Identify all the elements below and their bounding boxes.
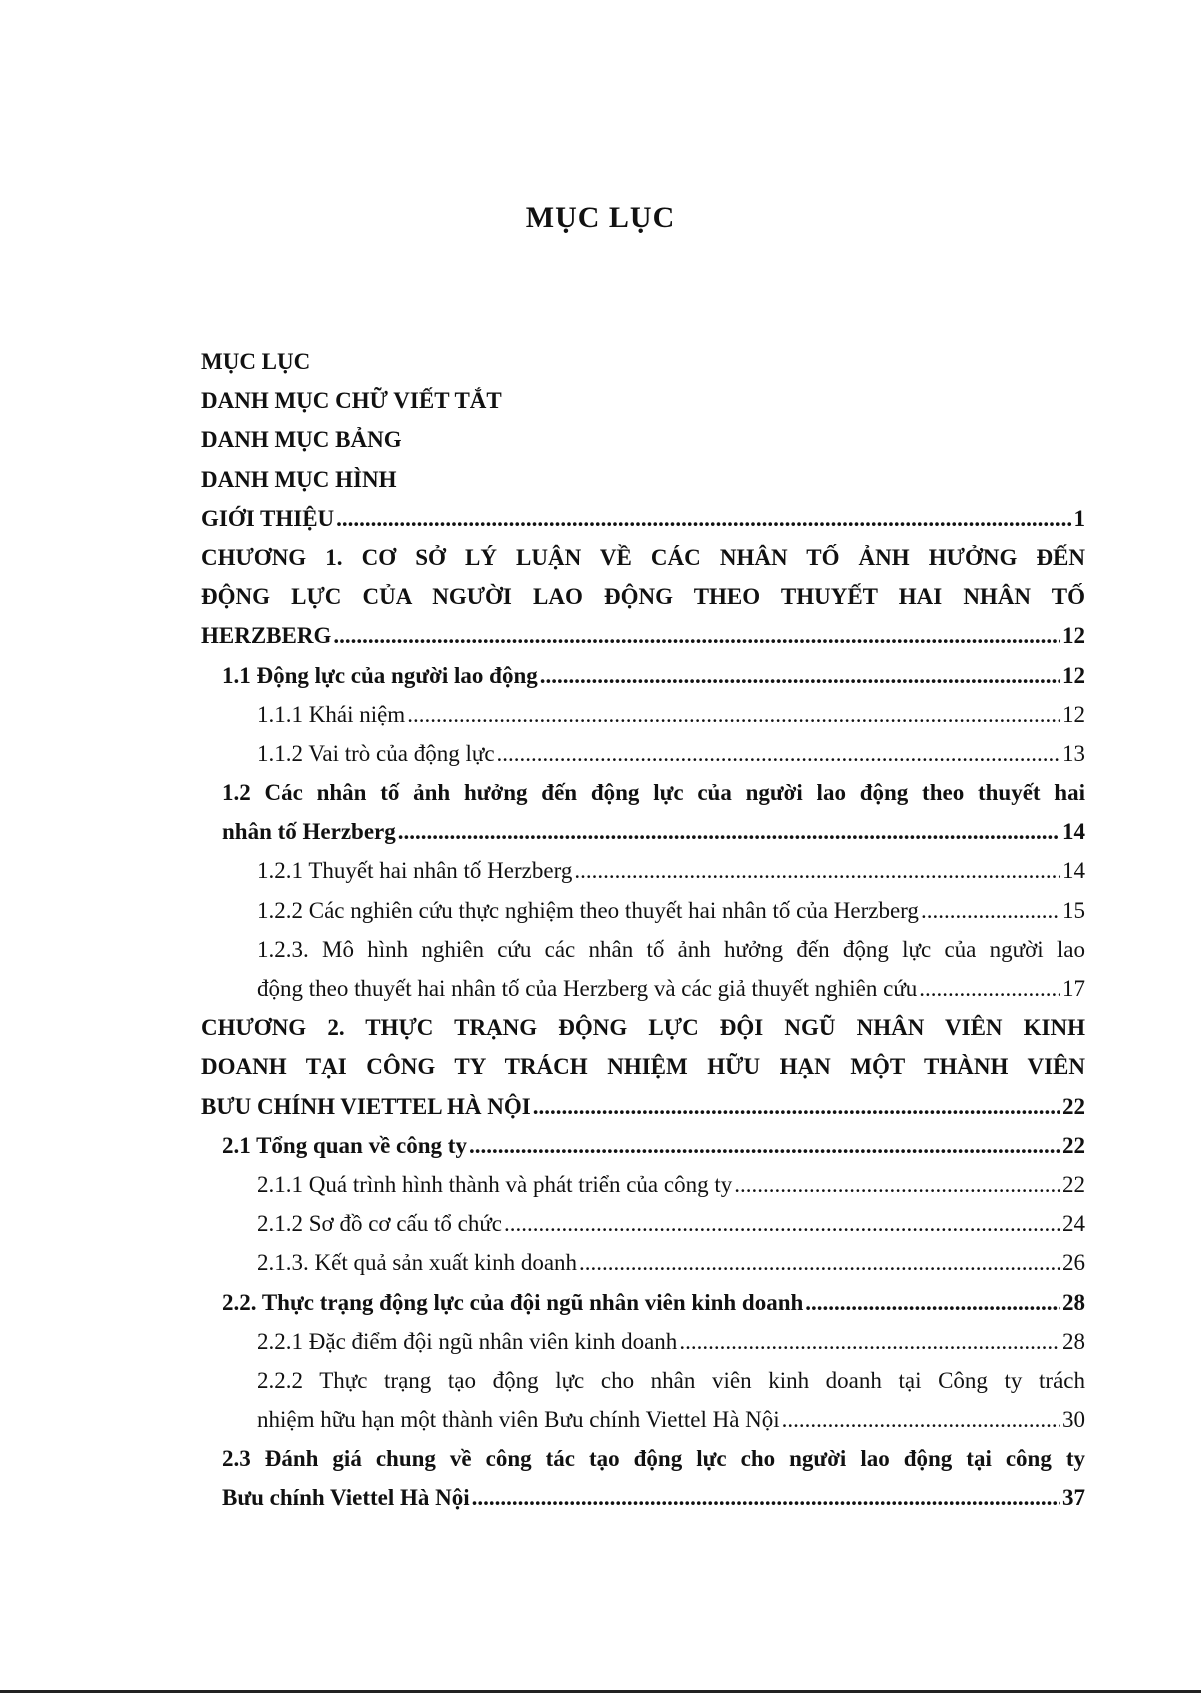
toc-entry-text: DANH MỤC HÌNH [201, 466, 397, 492]
toc-entry-2-3[interactable] [201, 1439, 1085, 1517]
toc-entry-1-1[interactable] [201, 656, 1085, 695]
toc-leader-dots [782, 1400, 1060, 1439]
toc-leader-dots [407, 695, 1060, 734]
toc-entry-text-last: HERZBERG [201, 623, 332, 649]
toc-page-number: 1 [1073, 505, 1085, 531]
toc-entry-2-1-3[interactable] [201, 1243, 1085, 1282]
toc-leader-dots [497, 734, 1060, 773]
toc-leader-dots [398, 812, 1060, 851]
page-title: MỤC LỤC [525, 201, 676, 234]
toc-page-number: 13 [1062, 740, 1085, 766]
toc-entry-text: 2.1.1 Quá trình hình thành và phát triển của công ty [257, 1171, 733, 1197]
toc-leader-dots [805, 1283, 1060, 1322]
toc-entry-chapter-2[interactable] [201, 1008, 1085, 1126]
toc-entry-1-1-2[interactable] [201, 734, 1085, 773]
toc-leader-dots [504, 1204, 1060, 1243]
toc-entry-text: 2.2. Thực trạng động lực của đội ngũ nhân viên kinh doanh [222, 1289, 804, 1315]
toc-entry-text-last: Bưu chính Viettel Hà Nội [222, 1485, 470, 1511]
toc-page-number: 14 [1062, 819, 1085, 845]
toc-entry-text-line1: 2.2.2 Thực trạng tạo động lực cho nhân viên kinh doanh tại Công ty trách [257, 1367, 1085, 1393]
toc-page-number: 22 [1062, 1132, 1085, 1158]
toc-entry-text: 1.1 Động lực của người lao động [222, 662, 538, 688]
toc-entry-text: 1.2.2 Các nghiên cứu thực nghiệm theo thuyết hai nhân tố của Herzberg [257, 897, 919, 923]
toc-entry-text: GIỚI THIỆU [201, 505, 335, 531]
toc-page-number: 12 [1062, 623, 1085, 649]
toc-page-number: 15 [1062, 897, 1085, 923]
toc-leader-dots [336, 499, 1071, 538]
toc-entry-text-line1: CHƯƠNG 2. THỰC TRẠNG ĐỘNG LỰC ĐỘI NGŨ NHÂN VIÊN KINH [201, 1015, 1085, 1041]
toc-page-number: 17 [1062, 976, 1085, 1001]
toc-entry-1-2[interactable] [201, 773, 1085, 851]
toc-leader-dots [921, 891, 1060, 930]
toc-leader-dots [469, 1126, 1060, 1165]
toc-leader-dots [579, 1243, 1060, 1282]
toc-entry-text: 2.2.1 Đặc điểm đội ngũ nhân viên kinh doanh [257, 1328, 678, 1354]
toc-entry-abbreviations[interactable] [201, 381, 1085, 420]
toc-entry-text-last: động theo thuyết hai nhân tố của Herzberg và các giả thuyết nghiên cứu [257, 976, 918, 1001]
toc-entry-text: 2.1.3. Kết quả sản xuất kinh doanh [257, 1250, 578, 1276]
toc-entry-2-1-2[interactable] [201, 1204, 1085, 1243]
table-of-contents [201, 342, 1085, 1518]
toc-entry-text-line1: 1.2 Các nhân tố ảnh hưởng đến động lực của người lao động theo thuyết hai [222, 780, 1085, 806]
toc-leader-dots [472, 1478, 1060, 1517]
toc-entry-1-1-1[interactable] [201, 695, 1085, 734]
toc-page-number: 26 [1062, 1250, 1085, 1276]
toc-page-number: 24 [1062, 1211, 1085, 1237]
toc-entry-text: 1.2.1 Thuyết hai nhân tố Herzberg [257, 858, 573, 884]
toc-entry-muc-luc[interactable] [201, 342, 1085, 381]
toc-entry-text: 1.1.2 Vai trò của động lực [257, 740, 495, 766]
toc-page-number: 14 [1062, 858, 1085, 884]
toc-leader-dots [574, 851, 1060, 890]
toc-entry-1-2-1[interactable] [201, 851, 1085, 890]
toc-entry-1-2-2[interactable] [201, 891, 1085, 930]
toc-entry-tables[interactable] [201, 420, 1085, 459]
toc-entry-text: 2.1 Tổng quan về công ty [222, 1132, 467, 1158]
toc-entry-text-last: BƯU CHÍNH VIETTEL HÀ NỘI [201, 1093, 531, 1119]
toc-entry-text: 1.1.1 Khái niệm [257, 701, 406, 727]
toc-entry-text-line1: CHƯƠNG 1. CƠ SỞ LÝ LUẬN VỀ CÁC NHÂN TỐ ẢNH HƯỞNG ĐẾN [201, 544, 1085, 570]
toc-leader-dots [734, 1165, 1060, 1204]
toc-entry-text: MỤC LỤC [201, 349, 311, 374]
toc-leader-dots [540, 656, 1060, 695]
toc-entry-1-2-3[interactable] [201, 930, 1085, 1008]
toc-leader-dots [533, 1087, 1060, 1126]
toc-page-number: 12 [1062, 662, 1085, 688]
toc-page-number: 12 [1062, 701, 1085, 727]
toc-entry-text-line2: DOANH TẠI CÔNG TY TRÁCH NHIỆM HỮU HẠN MỘT THÀNH VIÊN [201, 1054, 1085, 1080]
toc-page-number: 22 [1062, 1093, 1085, 1119]
toc-entry-2-1[interactable] [201, 1126, 1085, 1165]
toc-entry-text-last: nhiệm hữu hạn một thành viên Bưu chính Viettel Hà Nội [257, 1407, 780, 1433]
toc-page-number: 30 [1062, 1407, 1085, 1433]
toc-page-number: 28 [1062, 1289, 1085, 1315]
toc-leader-dots [679, 1322, 1060, 1361]
toc-entry-figures[interactable] [201, 460, 1085, 499]
page-bottom-edge [0, 1690, 1201, 1693]
toc-entry-text: DANH MỤC BẢNG [201, 427, 402, 453]
toc-page-number: 28 [1062, 1328, 1085, 1354]
toc-entry-2-2-1[interactable] [201, 1322, 1085, 1361]
toc-leader-dots [333, 616, 1060, 655]
toc-entry-chapter-1[interactable] [201, 538, 1085, 656]
toc-entry-text: 2.1.2 Sơ đồ cơ cấu tổ chức [257, 1211, 503, 1237]
toc-leader-dots [919, 969, 1060, 1008]
toc-page-number: 37 [1062, 1485, 1085, 1511]
toc-entry-text-line1: 1.2.3. Mô hình nghiên cứu các nhân tố ảnh hưởng đến động lực của người lao [257, 936, 1085, 962]
toc-entry-2-1-1[interactable] [201, 1165, 1085, 1204]
toc-entry-text-last: nhân tố Herzberg [222, 819, 396, 845]
toc-entry-text: DANH MỤC CHỮ VIẾT TẮT [201, 388, 502, 414]
toc-entry-text-line2: ĐỘNG LỰC CỦA NGƯỜI LAO ĐỘNG THEO THUYẾT HAI NHÂN TỐ [201, 584, 1085, 610]
toc-entry-2-2-2[interactable] [201, 1361, 1085, 1439]
toc-entry-introduction[interactable] [201, 499, 1085, 538]
toc-entry-text-line1: 2.3 Đánh giá chung về công tác tạo động lực cho người lao động tại công ty [222, 1446, 1085, 1472]
toc-entry-2-2[interactable] [201, 1283, 1085, 1322]
toc-page-number: 22 [1062, 1171, 1085, 1197]
